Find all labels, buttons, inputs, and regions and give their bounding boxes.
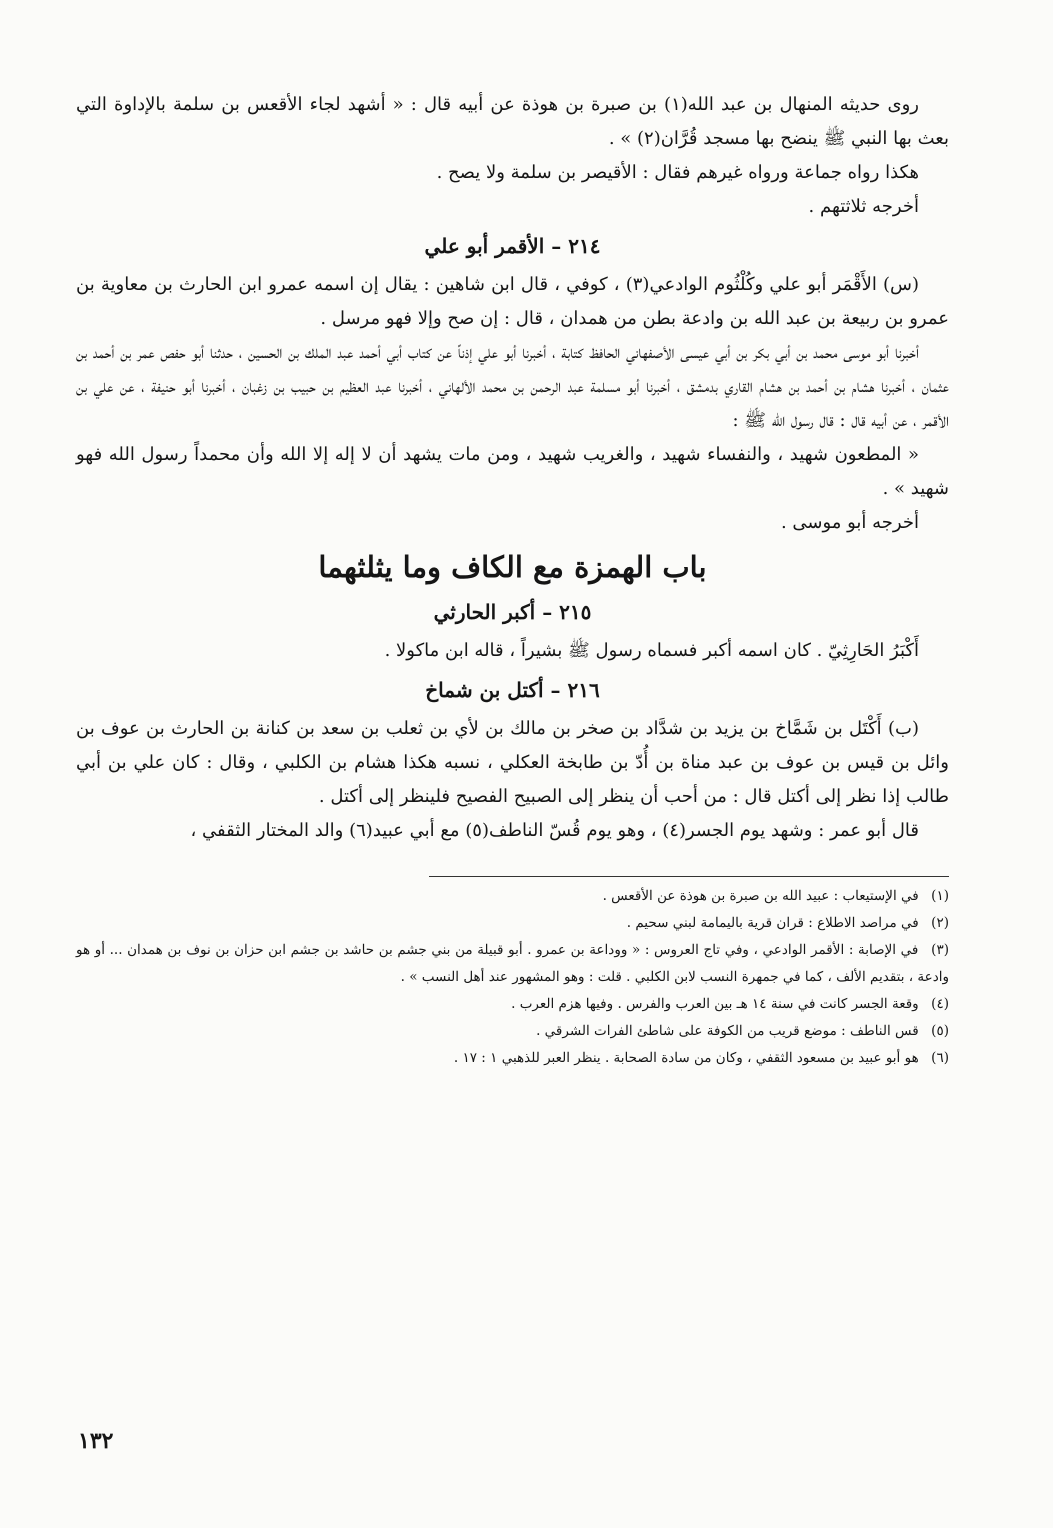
entry-214-hadith: « المطعون شهيد ، والنفساء شهيد ، والغريب شهيد ، ومن مات يشهد أن لا إله إلا الله وأن محمداً رسول الله فهو شهيد » . — [76, 444, 949, 499]
chapter-title: باب الهمزة مع الكاف وما يثلثهما — [318, 550, 707, 584]
footnote-1 — [76, 883, 949, 910]
footnote-number: (٣) — [931, 942, 949, 958]
footnote-number: (٥) — [931, 1023, 949, 1039]
footnote-text: قس الناطف : موضع قريب من الكوفة على شاطئ الفرات الشرقي . — [536, 1023, 919, 1039]
footnote-text: هو أبو عبيد بن مسعود الثقفي ، وكان من سادة الصحابة . ينظر العبر للذهبي ١ : ١٧ . — [453, 1050, 919, 1066]
footnote-6 — [76, 1045, 949, 1072]
entry-216-lineage: (ب) أَكْتَل بن شَمَّاخ بن يزيد بن شدَّاد بن صخر بن مالك بن لأي بن ثعلب بن سعد بن كنانة بن الحارث بن عوف بن وائل بن قيس بن عوف بن عبد مناة بن أُدّ بن طابخة العكلي ، نسبه هكذا هشام بن الكلبي ، وقال : كان علي بن أبي طالب إذا نظر إلى أكتل قال : من أحب أن ينظر إلى الصبيح الفصيح فلينظر إلى أكتل . — [76, 718, 949, 807]
entry-213-note: هكذا رواه جماعة ورواه غيرهم فقال : الأقيصر بن سلمة ولا يصح . — [436, 162, 919, 183]
footnote-text: في مراصد الاطلاع : قران قرية باليمامة لبني سحيم . — [626, 915, 919, 931]
footnote-number: (٦) — [931, 1050, 949, 1066]
footnote-4 — [76, 991, 949, 1018]
footnote-2 — [76, 910, 949, 937]
footnote-text: في الإستيعاب : عبيد الله بن صبرة بن هوذة عن الأقعس . — [602, 888, 919, 904]
entry-215-title: ٢١٥ – أكبر الحارثي — [433, 600, 592, 624]
page-number: ١٣٢ — [78, 1428, 114, 1454]
entry-214-title: ٢١٤ – الأقمر أبو علي — [424, 234, 601, 258]
entry-214-attribution: أخرجه أبو موسى . — [780, 512, 919, 533]
entry-216-title: ٢١٦ – أكتل بن شماخ — [425, 678, 600, 702]
entry-216-text: قال أبو عمر : وشهد يوم الجسر(٤) ، وهو يوم قُسّ الناطف(٥) مع أبي عبيد(٦) والد المختار الثقفي ، — [190, 820, 919, 841]
entry-215-text: أَكْبَرُ الحَارِثِيّ . كان اسمه أكبر فسماه رسول ﷺ بشيراً ، قاله ابن ماكولا . — [384, 640, 919, 661]
entry-213-narration: روى حديثه المنهال بن عبد الله(١) بن صبرة بن هوذة عن أبيه قال : « أشهد لجاء الأقعس بن سلمة بالإداوة التي بعث بها النبي ﷺ ينضح بها مسجد قُرَّان(٢) » . — [76, 94, 949, 149]
footnote-3 — [76, 937, 949, 991]
entry-214-isnad: أخبرنا أبو موسى محمد بن أبي بكر بن أبي عيسى الأصفهاني الحافظ كتابة ، أخبرنا أبو علي إذناً عن كتاب أبي أحمد عبد الملك بن الحسين ، حدثنا أبو حفص عمر بن أحمد بن عثمان ، أخبرنا هشام بن أحمد بن هشام القاري بدمشق ، أخبرنا أبو مسلمة عبد الرحمن بن محمد الألهاني ، أخبرنا عبد العظيم بن حبيب بن زغبان ، أخبرنا أبو حنيفة ، عن علي بن الأقمر ، عن أبيه قال : قال رسول الله ﷺ : — [76, 342, 949, 431]
footnote-number: (٢) — [931, 915, 949, 931]
footnote-text: في الإصابة : الأقمر الوادعي ، وفي تاج العروس : « ووداعة بن عمرو . أبو قبيلة من بني جشم بن حاشد بن جشم ابن حزان بن نوف بن همدان ... أو هو وادعة ، بتقديم الألف ، كما في جمهرة النسب لابن الكلبي . قلت : وهو المشهور عند أهل النسب » . — [76, 942, 949, 985]
footnote-separator — [429, 876, 949, 877]
footnote-number: (٤) — [931, 996, 949, 1012]
entry-214-intro: (س) الأَقْمَر أبو علي وكُلْثُوم الوادعي(٣) ، كوفي ، قال ابن شاهين : يقال إن اسمه عمرو ابن الحارث بن معاوية بن عمرو بن ربيعة بن عبد الله بن وادعة بطن من همدان ، قال : إن صح وإلا فهو مرسل . — [76, 274, 949, 329]
footnote-text: وقعة الجسر كانت في سنة ١٤ هـ بين العرب والفرس . وفيها هزم العرب . — [511, 996, 919, 1012]
entry-213-attribution: أخرجه ثلاثتهم . — [808, 196, 919, 217]
footnote-5 — [76, 1018, 949, 1045]
footnote-number: (١) — [931, 888, 949, 904]
